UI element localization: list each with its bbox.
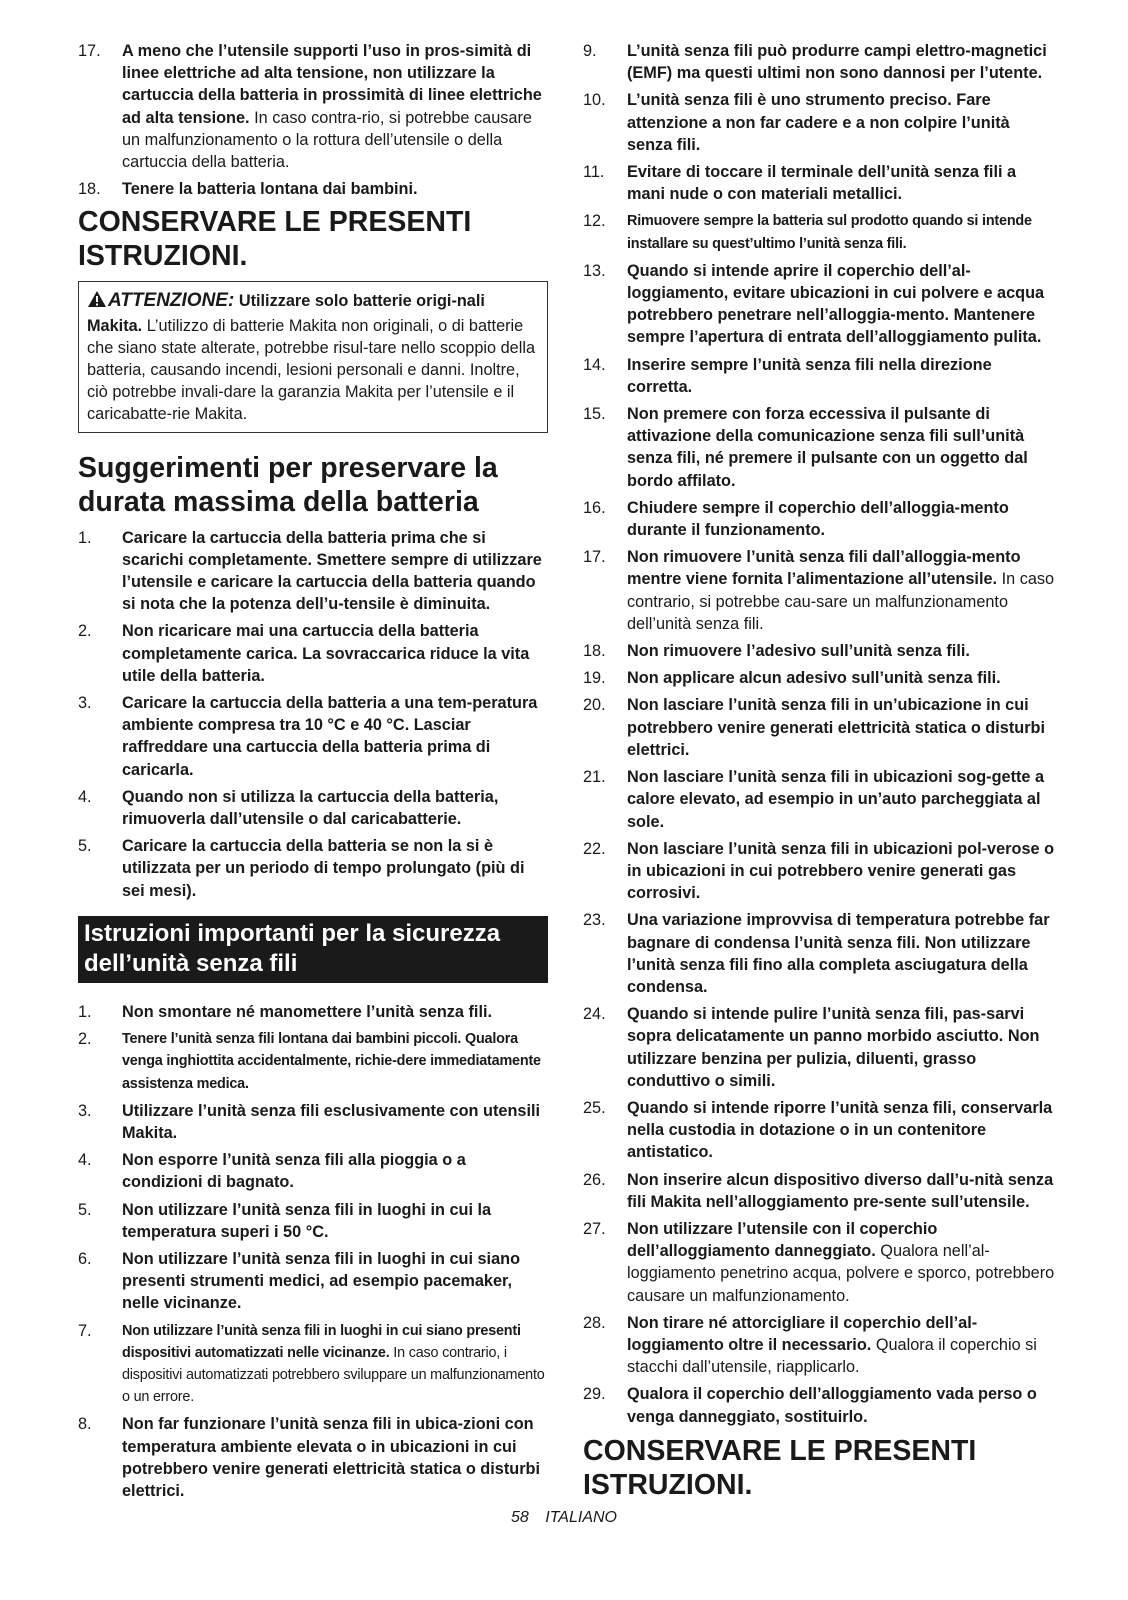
item-text [122,1149,548,1193]
item-number: 3. [78,694,92,713]
item-text [627,1003,1055,1092]
item-text [122,1320,548,1409]
item-detail-text: In caso contrario, si potrebbe cau-sare un malfunzionamento dell’unità senza fili. [627,570,1055,633]
list-item [78,1320,548,1409]
item-bold-text: Una variazione improvvisa di temperatura potrebbe far bagnare di condensa l’unità senza fili. Non utilizzare l’unità senza fili fino alla completa asciugatura della condensa. [627,911,1050,996]
list-item [78,40,548,173]
list-item [78,1028,548,1095]
list-item [78,620,548,687]
list-item [583,766,1055,833]
item-number: 17. [583,548,606,567]
item-text [122,1199,548,1243]
item-bold-text: L’unità senza fili è uno strumento preciso. Fare attenzione a non far cadere e a non colpire l’unità senza fili. [627,91,1010,154]
wireless-safety-list-left [78,1001,548,1502]
list-item [583,161,1055,205]
list-item [583,89,1055,156]
item-text [627,497,1055,541]
list-item [583,640,1055,662]
item-bold-text: Non premere con forza eccessiva il pulsante di attivazione della comunicazione senza fili sull’unità senza fili, né premere il pulsante con un oggetto dal bordo affilato. [627,405,1028,490]
item-bold-text: Non utilizzare l’unità senza fili in luoghi in cui siano presenti dispositivi automatizzati nelle vicinanze. [122,1322,521,1361]
item-bold-text: Tenere l’unità senza fili lontana dai bambini piccoli. Qualora venga inghiottita accidentalmente, richie-dere immediatamente assistenza medica. [122,1031,541,1092]
wireless-safety-banner: Istruzioni importanti per la sicurezza dell’unità senza fili [78,916,548,983]
item-detail-text: Qualora il coperchio si stacchi dall’utensile, riapplicarlo. [627,1335,1037,1377]
item-number: 16. [583,498,606,517]
item-bold-text: Rimuovere sempre la batteria sul prodotto quando si intende installare su quest’ultimo l’unità senza fili. [627,213,1032,252]
item-text [627,40,1055,84]
item-text [627,1097,1055,1164]
item-text [122,786,548,830]
item-bold-text: Non applicare alcun adesivo sull’unità senza fili. [627,669,1001,688]
item-text [627,210,1055,254]
item-number: 2. [78,622,92,641]
item-number: 8. [78,1415,92,1434]
list-item [583,694,1055,761]
item-text [122,620,548,687]
item-text [122,178,548,200]
item-text [122,692,548,781]
safety-list-continued [78,40,548,200]
item-number: 19. [583,669,606,688]
item-bold-text: Non utilizzare l’unità senza fili in luoghi in cui la temperatura superi i 50 °C. [122,1200,492,1241]
item-bold-text: Caricare la cartuccia della batteria se non la si è utilizzata per un periodo di tempo prolungato (più di sei mesi). [122,837,525,900]
item-text [627,766,1055,833]
list-item [78,1149,548,1193]
list-item [583,40,1055,84]
list-item [583,1097,1055,1164]
page-footer [0,1509,1128,1527]
item-bold-text: Chiudere sempre il coperchio dell’alloggia-mento durante il funzionamento. [627,498,1009,540]
item-bold-text: Tenere la batteria lontana dai bambini. [122,180,418,199]
item-bold-text: Caricare la cartuccia della batteria a una tem-peratura ambiente compresa tra 10 °C e 40 °C. Lasciar raffreddare una cartuccia della batteria prima di caricarla. [122,694,538,779]
list-item [78,1001,548,1023]
item-text [122,40,548,173]
item-bold-text: Quando si intende riporre l’unità senza fili, conservarla nella custodia in dotazione o in un contenitore antistatico. [627,1098,1053,1162]
item-bold-text: Non rimuovere l’adesivo sull’unità senza fili. [627,642,970,661]
page-number: 58 [511,1509,529,1526]
item-number: 27. [583,1219,606,1238]
battery-tips-heading: Suggerimenti per preservare la durata massima della batteria [78,451,498,518]
list-item [583,497,1055,541]
item-number: 15. [583,405,606,424]
item-number: 11. [583,163,605,182]
item-number: 1. [78,1002,92,1021]
item-text [627,1383,1055,1427]
battery-tips-list [78,527,548,902]
item-text [122,835,548,902]
item-number: 26. [583,1170,606,1189]
item-text [627,1169,1055,1213]
left-column [78,40,548,1507]
keep-instructions-heading-2: CONSERVARE LE PRESENTI ISTRUZIONI. [583,1434,977,1501]
item-bold-text: Inserire sempre l’unità senza fili nella direzione corretta. [627,355,992,396]
list-item [583,909,1055,998]
list-item [583,1003,1055,1092]
item-text [122,1100,548,1144]
item-bold-text: Non lasciare l’unità senza fili in ubicazioni pol-verose o in ubicazioni in cui potrebbero venire generati gas corrosivi. [627,839,1055,903]
list-item [78,1100,548,1144]
item-text [627,667,1055,689]
warning-bold-text: Utilizzare solo batterie origi-nali Makita. [87,292,485,335]
item-text [627,694,1055,761]
warning-box [78,281,548,432]
item-number: 3. [78,1101,92,1120]
item-number: 1. [78,528,92,547]
item-number: 7. [78,1321,92,1340]
item-text [627,909,1055,998]
item-bold-text: Non utilizzare l’utensile con il coperchio dell’alloggiamento danneggiato. [627,1219,938,1261]
item-bold-text: Non ricaricare mai una cartuccia della batteria completamente carica. La sovraccarica riduce la vita utile della batteria. [122,622,530,685]
list-item [583,546,1055,635]
item-bold-text: Quando si intende aprire il coperchio dell’al-loggiamento, evitare ubicazioni in cui polvere e acqua potrebbero penetrare nell’alloggia-mento. Mantenere sempre l’apertura di entrata dell’alloggiamento pulita. [627,261,1045,347]
item-number: 28. [583,1313,606,1332]
item-bold-text: Non smontare né manomettere l’unità senza fili. [122,1002,493,1021]
wireless-safety-list-right [583,40,1055,1428]
item-bold-text: Non tirare né attorcigliare il coperchio dell’al-loggiamento oltre il necessario. [627,1313,978,1354]
list-item [583,210,1055,254]
item-bold-text: A meno che l’utensile supporti l’uso in pros-simità di linee elettriche ad alta tensione, non utilizzare la cartuccia della batteria in prossimità di linee elettriche ad alta tensione. [122,42,542,127]
item-text [627,161,1055,205]
item-number: 6. [78,1249,92,1268]
item-text [122,1028,548,1095]
keep-instructions-heading: CONSERVARE LE PRESENTI ISTRUZIONI. [78,206,472,273]
item-number: 5. [78,837,92,856]
list-item [78,1199,548,1243]
item-text [122,1413,548,1502]
item-text [627,546,1055,635]
item-detail-text: In caso contrario, i dispositivi automatizzati potrebbero sviluppare un malfunzionamento o un errore. [122,1344,545,1406]
list-item [583,1312,1055,1379]
item-detail-text: In caso contra-rio, si potrebbe causare un malfunzionamento o la rottura dell’utensile o della cartuccia della batteria. [122,108,532,172]
item-bold-text: Quando non si utilizza la cartuccia della batteria, rimuoverla dall’utensile o dal caricabatterie. [122,787,499,829]
list-item [583,667,1055,689]
right-column [583,40,1055,1510]
list-item [78,786,548,830]
item-number: 2. [78,1030,92,1049]
item-bold-text: Quando si intende pulire l’unità senza fili, pas-sarvi sopra delicatamente un panno morbido asciutto. Non utilizzare benzina per pulizia, diluenti, grasso conduttivo o simili. [627,1005,1040,1090]
list-item [583,403,1055,492]
item-text [122,1248,548,1315]
item-number: 23. [583,911,606,930]
item-bold-text: Non inserire alcun dispositivo diverso dall’u-nità senza fili Makita nell’alloggiamento pre-sente sull’utensile. [627,1170,1054,1211]
item-number: 4. [78,787,92,806]
item-number: 10. [583,91,606,110]
item-number: 12. [583,212,606,231]
item-text [627,1218,1055,1307]
item-number: 25. [583,1098,606,1117]
list-item [78,1248,548,1315]
item-number: 21. [583,768,606,787]
list-item [78,692,548,781]
item-number: 24. [583,1005,606,1024]
item-number: 18. [78,180,101,199]
item-number: 4. [78,1151,92,1170]
item-bold-text: Caricare la cartuccia della batteria prima che si scarichi completamente. Smettere sempre di utilizzare l’utensile e caricare la cartuccia della batteria quando si nota che la potenza dell’u-tensile è diminuita. [122,528,542,614]
item-number: 9. [583,42,597,60]
item-bold-text: L’unità senza fili può produrre campi elettro-magnetici (EMF) ma questi ultimi non sono dannosi per l’utente. [627,42,1047,83]
item-number: 5. [78,1200,92,1219]
item-text [627,354,1055,398]
item-bold-text: Non lasciare l’unità senza fili in ubicazioni sog-gette a calore elevato, ad esempio in un’auto parcheggiata al sole. [627,768,1045,831]
warning-label: ATTENZIONE: [108,290,235,312]
item-text [627,838,1055,905]
item-number: 22. [583,839,606,858]
list-item [78,835,548,902]
item-bold-text: Evitare di toccare il terminale dell’unità senza fili a mani nude o con materiali metallici. [627,163,1017,204]
list-item [583,1218,1055,1307]
list-item [78,527,548,616]
list-item [78,178,548,200]
item-bold-text: Non esporre l’unità senza fili alla pioggia o a condizioni di bagnato. [122,1151,466,1192]
item-bold-text: Qualora il coperchio dell’alloggiamento vada perso o venga danneggiato, sostituirlo. [627,1385,1037,1426]
item-detail-text: Qualora nell’al-loggiamento penetrino acqua, polvere e sporco, potrebbero causare un malfunzionamento. [627,1242,1055,1305]
item-number: 20. [583,696,606,715]
item-text [627,1312,1055,1379]
list-item [583,1169,1055,1213]
item-text [122,527,548,616]
list-item [78,1413,548,1502]
item-bold-text: Non far funzionare l’unità senza fili in ubica-zioni con temperatura ambiente elevata o in ubicazioni in cui potrebbero venire generati elettricità statica o disturbi elettrici. [122,1415,540,1500]
item-bold-text: Utilizzare l’unità senza fili esclusivamente con utensili Makita. [122,1101,541,1142]
item-text [627,403,1055,492]
item-number: 14. [583,355,606,374]
item-bold-text: Non rimuovere l’unità senza fili dall’alloggia-mento mentre viene fornita l’alimentazione all’utensile. [627,548,1021,589]
item-number: 17. [78,42,101,60]
item-bold-text: Non lasciare l’unità senza fili in un’ubicazione in cui potrebbero venire generati elettricità statica o disturbi elettrici. [627,696,1045,759]
item-text [122,1001,548,1023]
item-text [627,640,1055,662]
list-item [583,260,1055,349]
list-item [583,354,1055,398]
warning-triangle-icon [87,290,107,314]
item-text [627,260,1055,349]
language-label: ITALIANO [545,1509,617,1526]
item-number: 13. [583,261,606,280]
item-text [627,89,1055,156]
item-number: 18. [583,642,606,661]
list-item [583,1383,1055,1427]
item-number: 29. [583,1385,606,1404]
warning-text: L’utilizzo di batterie Makita non originali, o di batterie che siano state alterate, potrebbe risul-tare nello scoppio della batteria, causando incendi, lesioni personali e danni. Inoltre, ciò potrebbe invali-dare la garanzia Makita per l’utensile e il caricabatte-rie Makita. [87,316,536,424]
list-item [583,838,1055,905]
item-bold-text: Non utilizzare l’unità senza fili in luoghi in cui siano presenti strumenti medici, ad esempio pacemaker, nelle vicinanze. [122,1249,521,1313]
